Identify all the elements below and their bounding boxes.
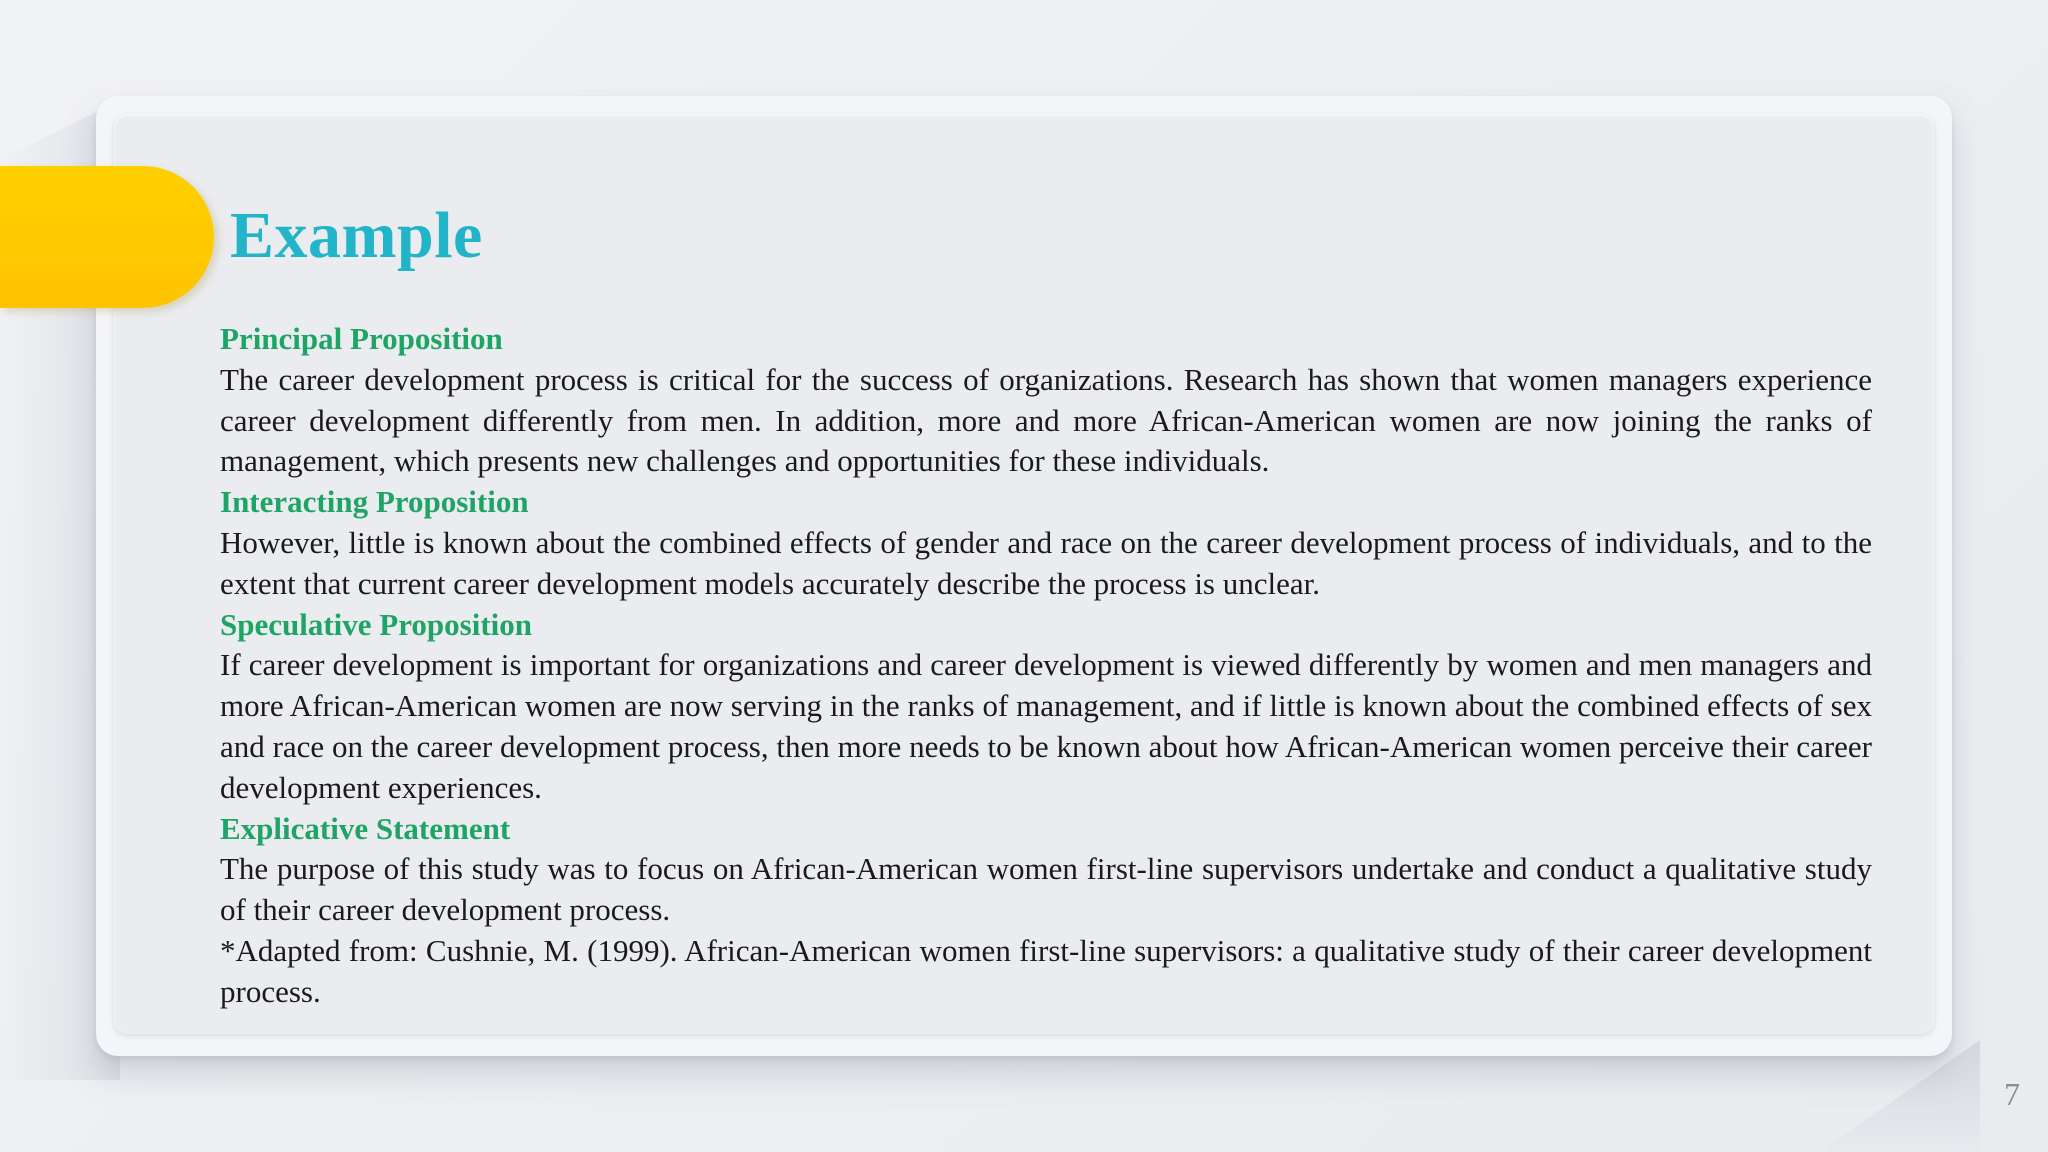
slide-title: Example	[230, 199, 483, 272]
section-text-principal: The career development process is critical for the success of organizations. Research has shown that women managers experience career development differently from men. In addition, more and more African-American women are now joining the ranks of management, which presents new challenges and opportunities for these individuals.	[220, 361, 1872, 479]
slide-body	[220, 319, 1872, 1013]
section-text-interacting: However, little is known about the combined effects of gender and race on the career development process of individuals, and to the extent that current career development models accurately describe the process is unclear.	[220, 524, 1872, 601]
section-heading-explicative: Explicative Statement	[220, 810, 511, 846]
citation-text: *Adapted from: Cushnie, M. (1999). African-American women first-line supervisors: a qualitative study of their career development process.	[220, 932, 1872, 1009]
section-text-speculative: If career development is important for organizations and career development is viewed differently by women and men managers and more African-American women are now serving in the ranks of management, and if little is known about the combined effects of sex and race on the career development process, then more needs to be known about how African-American women perceive their career development experiences.	[220, 647, 1872, 805]
section-heading-interacting: Interacting Proposition	[220, 484, 529, 520]
section-text-explicative: The purpose of this study was to focus on African-American women first-line supervisors undertake and conduct a qualitative study of their career development process.	[220, 851, 1872, 928]
page-number: 7	[2004, 1076, 2020, 1112]
accent-tab	[0, 166, 214, 308]
section-heading-speculative: Speculative Proposition	[220, 606, 533, 642]
section-heading-principal: Principal Proposition	[220, 321, 503, 356]
